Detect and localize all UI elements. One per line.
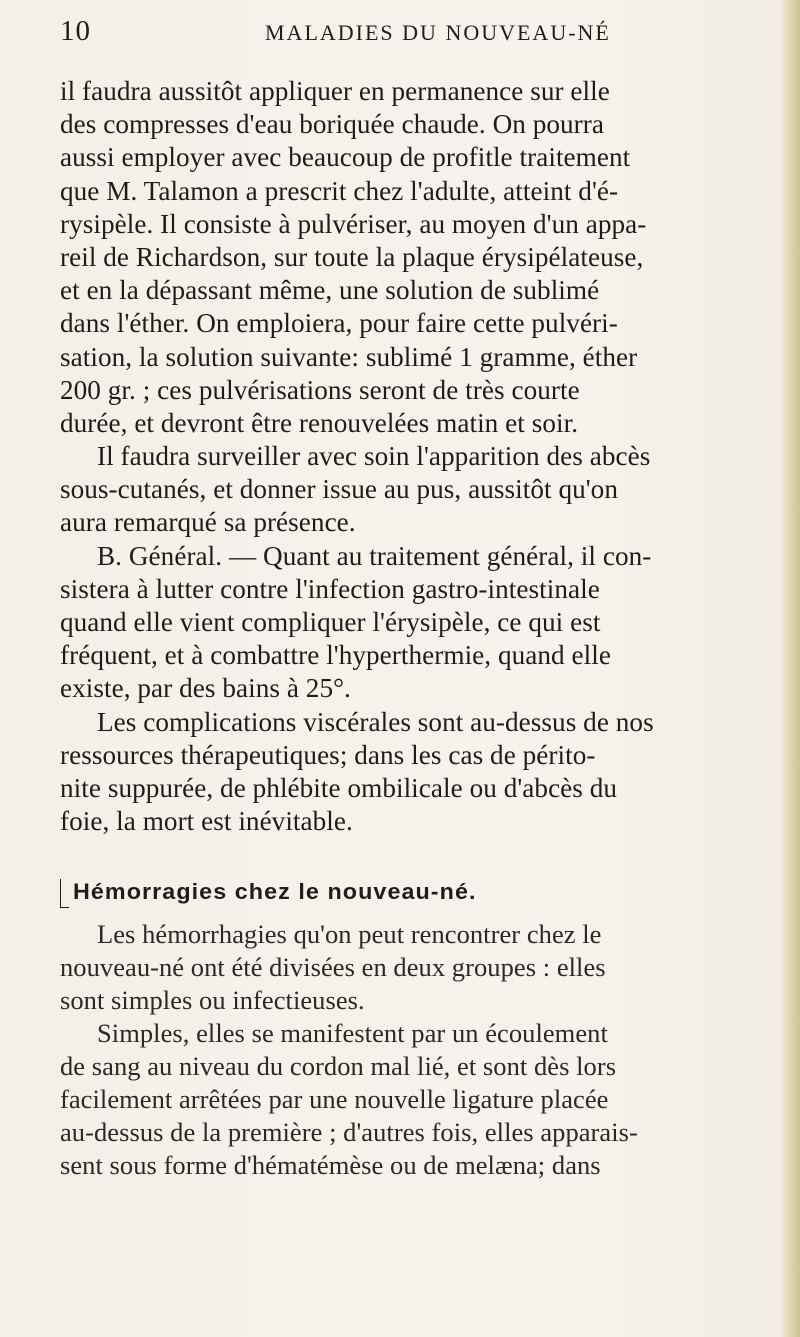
text-line: aura remarqué sa présence. xyxy=(60,507,356,538)
text-line: et en la dépassant même, une solution de sublimé xyxy=(60,275,600,306)
text-line: Simples, elles se manifestent par un écoulement xyxy=(97,1018,608,1049)
text-line: nite suppurée, de phlébite ombilicale ou d'abcès du xyxy=(60,772,618,803)
paragraph xyxy=(60,918,760,1017)
text-line: sation, la solution suivante: sublimé 1 gramme, éther xyxy=(60,341,638,372)
page-header xyxy=(60,10,760,50)
text-line: sous-cutanés, et donner issue au pus, aussitôt qu'on xyxy=(60,474,618,505)
page-edge xyxy=(780,0,800,1337)
text-line: fréquent, et à combattre l'hyperthermie, quand elle xyxy=(60,640,611,671)
text-line: reil de Richardson, sur toute la plaque érysipélateuse, xyxy=(60,241,644,272)
paragraph xyxy=(60,75,760,440)
text-line: durée, et devront être renouvelées matin et soir. xyxy=(60,407,579,438)
paragraph xyxy=(60,440,760,540)
text-line: quand elle vient compliquer l'érysipèle, ce qui est xyxy=(60,607,601,637)
text-line: existe, par des bains à 25°. xyxy=(60,673,351,704)
text-line: foie, la mort est inévitable. xyxy=(60,806,353,837)
text-line: que M. Talamon a prescrit chez l'adulte, atteint d'é- xyxy=(60,175,619,206)
text-line: ressources thérapeutiques; dans les cas de périto- xyxy=(60,739,596,770)
section-body xyxy=(60,918,760,1182)
text-line: sistera à lutter contre l'infection gastro-intestinale xyxy=(60,573,600,604)
text-line: facilement arrêtées par une nouvelle ligature placée xyxy=(60,1084,609,1115)
text-line: sont simples ou infectieuses. xyxy=(60,985,365,1016)
text-line: B. Général. — Quant au traitement général, il con- xyxy=(97,540,652,571)
text-line: Il faudra surveiller avec soin l'apparition des abcès xyxy=(97,441,651,472)
paragraph xyxy=(60,706,760,839)
text-line: des compresses d'eau boriquée chaude. On pourra xyxy=(60,109,605,140)
section-heading-text: Hémorragies chez le nouveau-né. xyxy=(73,879,477,905)
heading-bracket xyxy=(60,879,69,908)
page-number: 10 xyxy=(60,15,91,47)
text-line: 200 gr. ; ces pulvérisations seront de très courte xyxy=(60,374,580,405)
text-line: sent sous forme d'hématémèse ou de melæna; dans xyxy=(60,1150,601,1181)
body-text xyxy=(60,75,760,1182)
running-head: MALADIES DU NOUVEAU-NÉ xyxy=(265,20,611,45)
text-line: Les complications viscérales sont au-dessus de nos xyxy=(97,706,654,737)
text-line: au-dessus de la première ; d'autres fois, elles apparais- xyxy=(60,1117,638,1148)
section-heading xyxy=(60,868,760,916)
text-line: nouveau-né ont été divisées en deux groupes : elles xyxy=(60,952,606,983)
text-line: de sang au niveau du cordon mal lié, et sont dès lors xyxy=(60,1051,617,1082)
text-line: il faudra aussitôt appliquer en permanence sur elle xyxy=(60,76,610,106)
text-line: dans l'éther. On emploiera, pour faire cette pulvéri- xyxy=(60,308,618,339)
text-line: Les hémorrhagies qu'on peut rencontrer chez le xyxy=(97,919,602,950)
text-line: rysipèle. Il consiste à pulvériser, au moyen d'un appa- xyxy=(60,208,647,239)
paragraph xyxy=(60,540,760,706)
text-line: aussi employer avec beaucoup de profitle traitement xyxy=(60,142,631,173)
paragraph xyxy=(60,1017,760,1182)
